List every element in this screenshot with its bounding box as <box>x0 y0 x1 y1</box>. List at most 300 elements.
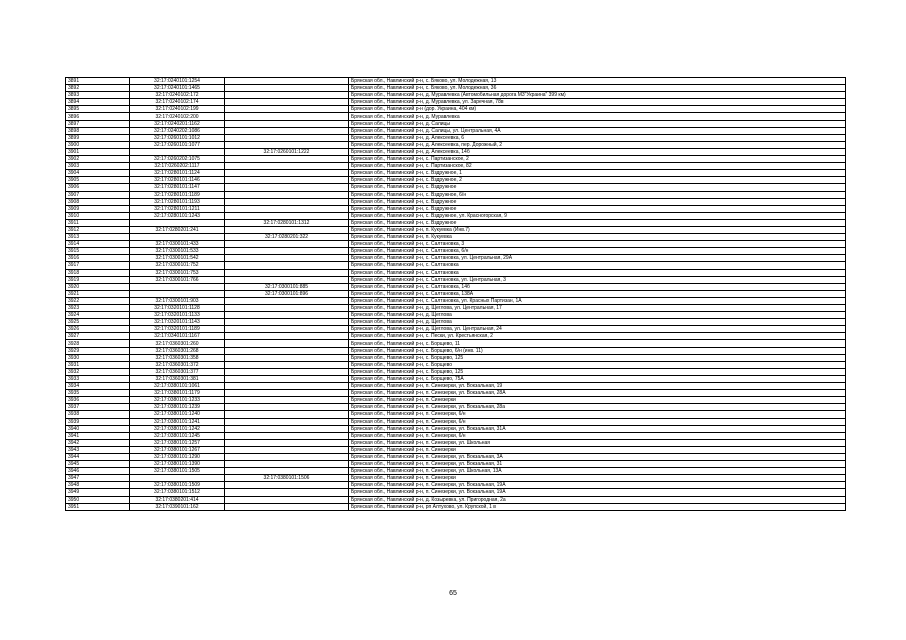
address-cell: Брянская обл., Навлинский р-н, п. Синезерки <box>349 397 846 404</box>
address-cell: Брянская обл., Навлинский р-н, д. Алексеевка, 14б <box>349 148 846 155</box>
address-cell: Брянская обл., Навлинский р-н, п. Синезерки, ул. Вокзальная, 31 <box>349 461 846 468</box>
cadastral-number-alt-cell <box>225 177 349 184</box>
table-row <box>66 468 846 475</box>
cadastral-number-cell: 32:17:0300101:903 <box>130 297 225 304</box>
row-number-cell: 3909 <box>66 205 130 212</box>
table-row <box>66 248 846 255</box>
cadastral-number-cell <box>130 283 225 290</box>
address-cell: Брянская обл., Навлинский р-н (дор. Украина, 404 км) <box>349 106 846 113</box>
cadastral-number-cell: 32:17:0300101:753 <box>130 269 225 276</box>
address-cell: Брянская обл., Навлинский р-н, п. Синезерки, ул. Вокзальная, 3А <box>349 453 846 460</box>
cadastral-number-cell: 32:17:0360301:381 <box>130 375 225 382</box>
page-number: 65 <box>449 590 457 597</box>
cadastral-number-cell: 32:17:0280101:1146 <box>130 177 225 184</box>
cadastral-number-cell: 32:17:0320101:1143 <box>130 319 225 326</box>
cadastral-number-alt-cell <box>225 404 349 411</box>
table-row <box>66 113 846 120</box>
cadastral-number-cell: 32:17:0260202:1075 <box>130 156 225 163</box>
row-number-cell: 3897 <box>66 120 130 127</box>
cadastral-number-cell: 32:17:0390101:162 <box>130 503 225 510</box>
row-number-cell: 3947 <box>66 475 130 482</box>
row-number-cell: 3937 <box>66 404 130 411</box>
cadastral-register-table <box>65 77 846 511</box>
address-cell: Брянская обл., Навлинский р-н, с. Вздружное <box>349 219 846 226</box>
cadastral-number-alt-cell <box>225 127 349 134</box>
cadastral-number-cell: 32:17:0380101:1239 <box>130 404 225 411</box>
cadastral-number-cell: 32:17:0300101:433 <box>130 241 225 248</box>
cadastral-number-cell: 32:17:0380101:1267 <box>130 446 225 453</box>
table-row <box>66 198 846 205</box>
cadastral-number-cell: 32:17:0240101:1254 <box>130 78 225 85</box>
cadastral-number-cell: 32:17:0280101:1243 <box>130 212 225 219</box>
row-number-cell: 3939 <box>66 418 130 425</box>
table-row <box>66 120 846 127</box>
address-cell: Брянская обл., Навлинский р-н, с. Салтановка, ул. Центральная, 29А <box>349 255 846 262</box>
row-number-cell: 3916 <box>66 255 130 262</box>
address-cell: Брянская обл., Навлинский р-н, с. Вздружное <box>349 198 846 205</box>
cadastral-number-cell: 32:17:0240102:172 <box>130 92 225 99</box>
cadastral-number-cell: 32:17:0360301:372 <box>130 361 225 368</box>
cadastral-number-cell: 32:17:0360301:358 <box>130 354 225 361</box>
row-number-cell: 3920 <box>66 283 130 290</box>
address-cell: Брянская обл., Навлинский р-н, д. Алексеевка, 6 <box>349 134 846 141</box>
address-cell: Брянская обл., Навлинский р-н, д. Муравлевка, ул. Заречная, 78в <box>349 99 846 106</box>
address-cell: Брянская обл., Навлинский р-н, с. Пески, ул. Крестьянская, 2 <box>349 333 846 340</box>
address-cell: Брянская обл., Навлинский р-н, с. Вздружное, 6/н <box>349 191 846 198</box>
address-cell: Брянская обл., Навлинский р-н, д. Алексеевка, пер. Дорожный, 2 <box>349 141 846 148</box>
table-row <box>66 354 846 361</box>
row-number-cell: 3894 <box>66 99 130 106</box>
cadastral-number-cell: 32:17:0240102:200 <box>130 113 225 120</box>
table-row <box>66 148 846 155</box>
cadastral-number-cell: 32:17:0240102:199 <box>130 106 225 113</box>
row-number-cell: 3914 <box>66 241 130 248</box>
address-cell: Брянская обл., Навлинский р-н, с. Вздружное, 2 <box>349 177 846 184</box>
address-cell: Брянская обл., Навлинский р-н, с. Салтановка, ул. Центральная, 3 <box>349 276 846 283</box>
cadastral-number-alt-cell <box>225 368 349 375</box>
row-number-cell: 3927 <box>66 333 130 340</box>
table-row <box>66 404 846 411</box>
cadastral-number-cell: 32:17:0300101:766 <box>130 276 225 283</box>
address-cell: Брянская обл., Навлинский р-н, с. Борщево <box>349 361 846 368</box>
cadastral-number-cell: 32:17:0280101:1147 <box>130 184 225 191</box>
table-row <box>66 361 846 368</box>
row-number-cell: 3926 <box>66 326 130 333</box>
row-number-cell: 3893 <box>66 92 130 99</box>
table-row <box>66 269 846 276</box>
cadastral-number-alt-cell: 32:17:0380101:1506 <box>225 475 349 482</box>
cadastral-number-alt-cell <box>225 262 349 269</box>
cadastral-number-cell: 32:17:0380101:1509 <box>130 482 225 489</box>
address-cell: Брянская обл., Навлинский р-н, с. Салтановка, 14б <box>349 283 846 290</box>
row-number-cell: 3925 <box>66 319 130 326</box>
table-row <box>66 99 846 106</box>
cadastral-number-cell: 32:17:0380101:1512 <box>130 489 225 496</box>
row-number-cell: 3945 <box>66 461 130 468</box>
cadastral-number-cell <box>130 219 225 226</box>
address-cell: Брянская обл., Навлинский р-н, с. Партизанское, 2 <box>349 156 846 163</box>
cadastral-number-alt-cell <box>225 453 349 460</box>
address-cell: Брянская обл., Навлинский р-н, с. Салтановка, 138А <box>349 290 846 297</box>
cadastral-number-cell <box>130 148 225 155</box>
cadastral-number-alt-cell <box>225 276 349 283</box>
row-number-cell: 3903 <box>66 163 130 170</box>
cadastral-number-alt-cell <box>225 439 349 446</box>
row-number-cell: 3921 <box>66 290 130 297</box>
cadastral-number-alt-cell <box>225 120 349 127</box>
table-row <box>66 163 846 170</box>
cadastral-number-cell: 32:17:0300101:542 <box>130 255 225 262</box>
cadastral-number-cell: 32:17:0360301:377 <box>130 368 225 375</box>
address-cell: Брянская обл., Навлинский р-н, п. Кукуевка <box>349 234 846 241</box>
cadastral-number-cell: 32:17:0380101:1290 <box>130 453 225 460</box>
address-cell: Брянская обл., Навлинский р-н, с. Салтановка, 6/н <box>349 248 846 255</box>
address-cell: Брянская обл., Навлинский р-н, д. Муравлевка (Автомобильная дорога М3"Украина" 399 км) <box>349 92 846 99</box>
address-cell: Брянская обл., Навлинский р-н, с. Партизанское, 82 <box>349 163 846 170</box>
address-cell: Брянская обл., Навлинский р-н, с. Бяково, ул. Молодежная, 36 <box>349 85 846 92</box>
address-cell: Брянская обл., Навлинский р-н, с. Вздружное, 1 <box>349 170 846 177</box>
row-number-cell: 3924 <box>66 312 130 319</box>
table-row <box>66 92 846 99</box>
address-cell: Брянская обл., Навлинский р-н, д. Салицы <box>349 120 846 127</box>
table-row <box>66 439 846 446</box>
table-row <box>66 383 846 390</box>
address-cell: Брянская обл., Навлинский р-н, п. Синезерки, ул. Вокзальная, 28А <box>349 390 846 397</box>
cadastral-number-alt-cell <box>225 141 349 148</box>
cadastral-number-cell: 32:17:0240102:174 <box>130 99 225 106</box>
cadastral-number-cell: 32:17:0240101:1465 <box>130 85 225 92</box>
cadastral-number-cell: 32:17:0280101:1124 <box>130 170 225 177</box>
row-number-cell: 3936 <box>66 397 130 404</box>
address-cell: Брянская обл., Навлинский р-н, с. Борщево, 125 <box>349 354 846 361</box>
cadastral-number-alt-cell <box>225 212 349 219</box>
cadastral-number-cell: 32:17:0320101:1128 <box>130 305 225 312</box>
row-number-cell: 3904 <box>66 170 130 177</box>
row-number-cell: 3911 <box>66 219 130 226</box>
table-row <box>66 503 846 510</box>
cadastral-number-alt-cell: 32:17:0280201:322 <box>225 234 349 241</box>
address-cell: Брянская обл., Навлинский р-н, д. Щеглова, ул. Центральная, 17 <box>349 305 846 312</box>
table-row <box>66 368 846 375</box>
table-row <box>66 297 846 304</box>
row-number-cell: 3922 <box>66 297 130 304</box>
address-cell: Брянская обл., Навлинский р-н, п. Синезерки <box>349 446 846 453</box>
cadastral-number-cell: 32:17:0380101:1061 <box>130 383 225 390</box>
table-row <box>66 446 846 453</box>
table-row <box>66 255 846 262</box>
cadastral-number-cell <box>130 234 225 241</box>
table-row <box>66 340 846 347</box>
row-number-cell: 3891 <box>66 78 130 85</box>
cadastral-number-alt-cell <box>225 85 349 92</box>
address-cell: Брянская обл., Навлинский р-н, с. Салтановка <box>349 262 846 269</box>
cadastral-number-cell: 32:17:0320101:1189 <box>130 326 225 333</box>
row-number-cell: 3933 <box>66 375 130 382</box>
row-number-cell: 3942 <box>66 439 130 446</box>
row-number-cell: 3917 <box>66 262 130 269</box>
table-row <box>66 127 846 134</box>
cadastral-number-alt-cell <box>225 156 349 163</box>
cadastral-number-alt-cell <box>225 113 349 120</box>
cadastral-number-cell: 32:17:0360301:260 <box>130 340 225 347</box>
cadastral-number-alt-cell <box>225 99 349 106</box>
cadastral-number-cell: 32:17:0260202:1117 <box>130 163 225 170</box>
cadastral-number-alt-cell <box>225 432 349 439</box>
address-cell: Брянская обл., Навлинский р-н, п. Синезерки, ул. Вокзальная, 19А <box>349 482 846 489</box>
table-row <box>66 290 846 297</box>
address-cell: Брянская обл., Навлинский р-н, д. Козыревка, ул. Пригородная, 2а <box>349 496 846 503</box>
cadastral-number-alt-cell <box>225 361 349 368</box>
row-number-cell: 3896 <box>66 113 130 120</box>
row-number-cell: 3918 <box>66 269 130 276</box>
address-cell: Брянская обл., Навлинский р-н, п. Синезерки, 6/н <box>349 432 846 439</box>
row-number-cell: 3902 <box>66 156 130 163</box>
table-row <box>66 170 846 177</box>
cadastral-number-alt-cell <box>225 461 349 468</box>
table-row <box>66 319 846 326</box>
table-row <box>66 156 846 163</box>
address-cell: Брянская обл., Навлинский р-н, д. Салицы, ул. Центральная, 4А <box>349 127 846 134</box>
address-cell: Брянская обл., Навлинский р-н, п. Синезерки, ул. Школьная <box>349 439 846 446</box>
cadastral-number-alt-cell <box>225 489 349 496</box>
row-number-cell: 3899 <box>66 134 130 141</box>
address-cell: Брянская обл., Навлинский р-н, с. Бяково, ул. Молодежная, 13 <box>349 78 846 85</box>
cadastral-number-cell: 32:17:0380101:1257 <box>130 439 225 446</box>
address-cell: Брянская обл., Навлинский р-н, с. Борщево, 125 <box>349 368 846 375</box>
table-row <box>66 475 846 482</box>
cadastral-number-cell: 32:17:0280101:1193 <box>130 198 225 205</box>
cadastral-number-alt-cell <box>225 269 349 276</box>
address-cell: Брянская обл., Навлинский р-н, с. Борщево, 11 <box>349 340 846 347</box>
row-number-cell: 3923 <box>66 305 130 312</box>
cadastral-number-alt-cell <box>225 305 349 312</box>
cadastral-number-alt-cell <box>225 226 349 233</box>
cadastral-number-cell: 32:17:0300101:752 <box>130 262 225 269</box>
table-row <box>66 177 846 184</box>
row-number-cell: 3932 <box>66 368 130 375</box>
table-row <box>66 226 846 233</box>
cadastral-number-alt-cell <box>225 390 349 397</box>
cadastral-number-cell: 32:17:0260101:1077 <box>130 141 225 148</box>
address-cell: Брянская обл., Навлинский р-н, с. Салтановка <box>349 269 846 276</box>
cadastral-number-cell: 32:17:0380101:1179 <box>130 390 225 397</box>
cadastral-number-alt-cell <box>225 92 349 99</box>
cadastral-number-cell <box>130 475 225 482</box>
address-cell: Брянская обл., Навлинский р-н, с. Борщево, 6/н (инв. 11) <box>349 347 846 354</box>
table-row <box>66 234 846 241</box>
cadastral-number-cell: 32:17:0380101:1233 <box>130 397 225 404</box>
cadastral-number-alt-cell <box>225 241 349 248</box>
table-row <box>66 390 846 397</box>
table-row <box>66 78 846 85</box>
row-number-cell: 3901 <box>66 148 130 155</box>
cadastral-number-alt-cell: 32:17:0260101:1222 <box>225 148 349 155</box>
cadastral-number-alt-cell <box>225 375 349 382</box>
address-cell: Брянская обл., Навлинский р-н, п. Синезерки, ул. Вокзальная, 19 <box>349 383 846 390</box>
cadastral-number-alt-cell <box>225 418 349 425</box>
address-cell: Брянская обл., Навлинский р-н, д. Щеглова <box>349 312 846 319</box>
cadastral-number-cell: 32:17:0300101:533 <box>130 248 225 255</box>
cadastral-number-cell: 32:17:0380101:1245 <box>130 432 225 439</box>
row-number-cell: 3949 <box>66 489 130 496</box>
table-row <box>66 482 846 489</box>
table-body <box>66 78 846 511</box>
cadastral-number-alt-cell <box>225 326 349 333</box>
address-cell: Брянская обл., Навлинский р-н, п. Кукуевка (Инв.7) <box>349 226 846 233</box>
row-number-cell: 3951 <box>66 503 130 510</box>
cadastral-number-alt-cell <box>225 297 349 304</box>
cadastral-number-cell: 32:17:0280101:1211 <box>130 205 225 212</box>
row-number-cell: 3913 <box>66 234 130 241</box>
row-number-cell: 3895 <box>66 106 130 113</box>
row-number-cell: 3908 <box>66 198 130 205</box>
cadastral-number-cell: 32:17:0380101:1390 <box>130 461 225 468</box>
cadastral-number-cell: 32:17:0320101:1133 <box>130 312 225 319</box>
row-number-cell: 3898 <box>66 127 130 134</box>
table-row <box>66 205 846 212</box>
row-number-cell: 3934 <box>66 383 130 390</box>
cadastral-number-alt-cell <box>225 205 349 212</box>
row-number-cell: 3915 <box>66 248 130 255</box>
cadastral-number-alt-cell <box>225 354 349 361</box>
cadastral-number-cell: 32:17:0380101:1240 <box>130 411 225 418</box>
address-cell: Брянская обл., Навлинский р-н, с. Вздружное <box>349 205 846 212</box>
cadastral-number-cell: 32:17:0280201:241 <box>130 226 225 233</box>
row-number-cell: 3935 <box>66 390 130 397</box>
row-number-cell: 3948 <box>66 482 130 489</box>
cadastral-number-alt-cell <box>225 106 349 113</box>
cadastral-number-alt-cell <box>225 198 349 205</box>
address-cell: Брянская обл., Навлинский р-н, п. Синезерки, ул. Вокзальная, 31А <box>349 425 846 432</box>
table-row <box>66 212 846 219</box>
cadastral-number-alt-cell: 32:17:0300101:896 <box>225 290 349 297</box>
cadastral-number-alt-cell <box>225 446 349 453</box>
cadastral-number-cell <box>130 290 225 297</box>
table-row <box>66 425 846 432</box>
cadastral-number-alt-cell <box>225 496 349 503</box>
cadastral-number-cell: 32:17:0240201:1162 <box>130 120 225 127</box>
table-row <box>66 312 846 319</box>
address-cell: Брянская обл., Навлинский р-н, п. Синезерки, 6/н <box>349 418 846 425</box>
cadastral-number-alt-cell <box>225 425 349 432</box>
table-row <box>66 191 846 198</box>
table-row <box>66 453 846 460</box>
table-row <box>66 106 846 113</box>
table-row <box>66 262 846 269</box>
row-number-cell: 3938 <box>66 411 130 418</box>
table-row <box>66 184 846 191</box>
address-cell: Брянская обл., Навлинский р-н, с. Борщево, 75А <box>349 375 846 382</box>
table-row <box>66 496 846 503</box>
row-number-cell: 3943 <box>66 446 130 453</box>
table-row <box>66 375 846 382</box>
cadastral-number-alt-cell <box>225 383 349 390</box>
row-number-cell: 3930 <box>66 354 130 361</box>
cadastral-number-alt-cell <box>225 333 349 340</box>
address-cell: Брянская обл., Навлинский р-н, с. Вздружное, ул. Красногорская, 9 <box>349 212 846 219</box>
table-row <box>66 283 846 290</box>
row-number-cell: 3912 <box>66 226 130 233</box>
cadastral-number-alt-cell: 32:17:0280101:1312 <box>225 219 349 226</box>
table-row <box>66 134 846 141</box>
address-cell: Брянская обл., Навлинский р-н, п. Синезерки, ул. Вокзальная, 28а <box>349 404 846 411</box>
cadastral-number-alt-cell <box>225 248 349 255</box>
cadastral-number-alt-cell <box>225 191 349 198</box>
address-cell: Брянская обл., Навлинский р-н, с. Салтановка, 3 <box>349 241 846 248</box>
row-number-cell: 3941 <box>66 432 130 439</box>
row-number-cell: 3950 <box>66 496 130 503</box>
table-row <box>66 432 846 439</box>
cadastral-number-alt-cell: 32:17:0300101:885 <box>225 283 349 290</box>
cadastral-number-cell: 32:17:0380201:414 <box>130 496 225 503</box>
table-row <box>66 141 846 148</box>
cadastral-number-cell: 32:17:0260101:1012 <box>130 134 225 141</box>
table-row <box>66 85 846 92</box>
cadastral-number-cell: 32:17:0380101:1505 <box>130 468 225 475</box>
cadastral-number-cell: 32:17:0360301:268 <box>130 347 225 354</box>
address-cell: Брянская обл., Навлинский р-н, п. Синезерки, 6/н <box>349 411 846 418</box>
row-number-cell: 3929 <box>66 347 130 354</box>
row-number-cell: 3944 <box>66 453 130 460</box>
cadastral-number-alt-cell <box>225 397 349 404</box>
cadastral-number-alt-cell <box>225 482 349 489</box>
cadastral-number-alt-cell <box>225 163 349 170</box>
row-number-cell: 3946 <box>66 468 130 475</box>
row-number-cell: 3906 <box>66 184 130 191</box>
cadastral-number-alt-cell <box>225 340 349 347</box>
address-cell: Брянская обл., Навлинский р-н, п. Синезерки <box>349 475 846 482</box>
row-number-cell: 3919 <box>66 276 130 283</box>
row-number-cell: 3940 <box>66 425 130 432</box>
cadastral-number-alt-cell <box>225 170 349 177</box>
row-number-cell: 3907 <box>66 191 130 198</box>
table-row <box>66 276 846 283</box>
cadastral-number-cell: 32:17:0380101:1242 <box>130 425 225 432</box>
cadastral-number-cell: 32:17:0240202:1086 <box>130 127 225 134</box>
address-cell: Брянская обл., Навлинский р-н, д. Щеглова <box>349 319 846 326</box>
address-cell: Брянская обл., Навлинский р-н, с. Вздружное <box>349 184 846 191</box>
address-cell: Брянская обл., Навлинский р-н, рп Алтухово, ул. Крупской, 1 в <box>349 503 846 510</box>
cadastral-number-alt-cell <box>225 134 349 141</box>
row-number-cell: 3928 <box>66 340 130 347</box>
table-row <box>66 397 846 404</box>
address-cell: Брянская обл., Навлинский р-н, п. Синезерки, ул. Школьная, 13А <box>349 468 846 475</box>
table-row <box>66 333 846 340</box>
cadastral-number-cell: 32:17:0280101:1189 <box>130 191 225 198</box>
row-number-cell: 3900 <box>66 141 130 148</box>
table-row <box>66 305 846 312</box>
address-cell: Брянская обл., Навлинский р-н, д. Щеглова, ул. Центральная, 24 <box>349 326 846 333</box>
cadastral-number-alt-cell <box>225 468 349 475</box>
address-cell: Брянская обл., Навлинский р-н, с. Салтановка, ул. Красных Партизан, 1А <box>349 297 846 304</box>
cadastral-number-alt-cell <box>225 78 349 85</box>
table-row <box>66 418 846 425</box>
row-number-cell: 3892 <box>66 85 130 92</box>
table-row <box>66 489 846 496</box>
table-row <box>66 347 846 354</box>
table-row <box>66 411 846 418</box>
cadastral-number-alt-cell <box>225 347 349 354</box>
row-number-cell: 3931 <box>66 361 130 368</box>
cadastral-number-cell: 32:17:0380101:1241 <box>130 418 225 425</box>
table-row <box>66 219 846 226</box>
address-cell: Брянская обл., Навлинский р-н, п. Синезерки, ул. Вокзальная, 19А <box>349 489 846 496</box>
row-number-cell: 3910 <box>66 212 130 219</box>
cadastral-number-alt-cell <box>225 319 349 326</box>
cadastral-number-cell: 32:17:0340101:1167 <box>130 333 225 340</box>
cadastral-number-alt-cell <box>225 255 349 262</box>
row-number-cell: 3905 <box>66 177 130 184</box>
